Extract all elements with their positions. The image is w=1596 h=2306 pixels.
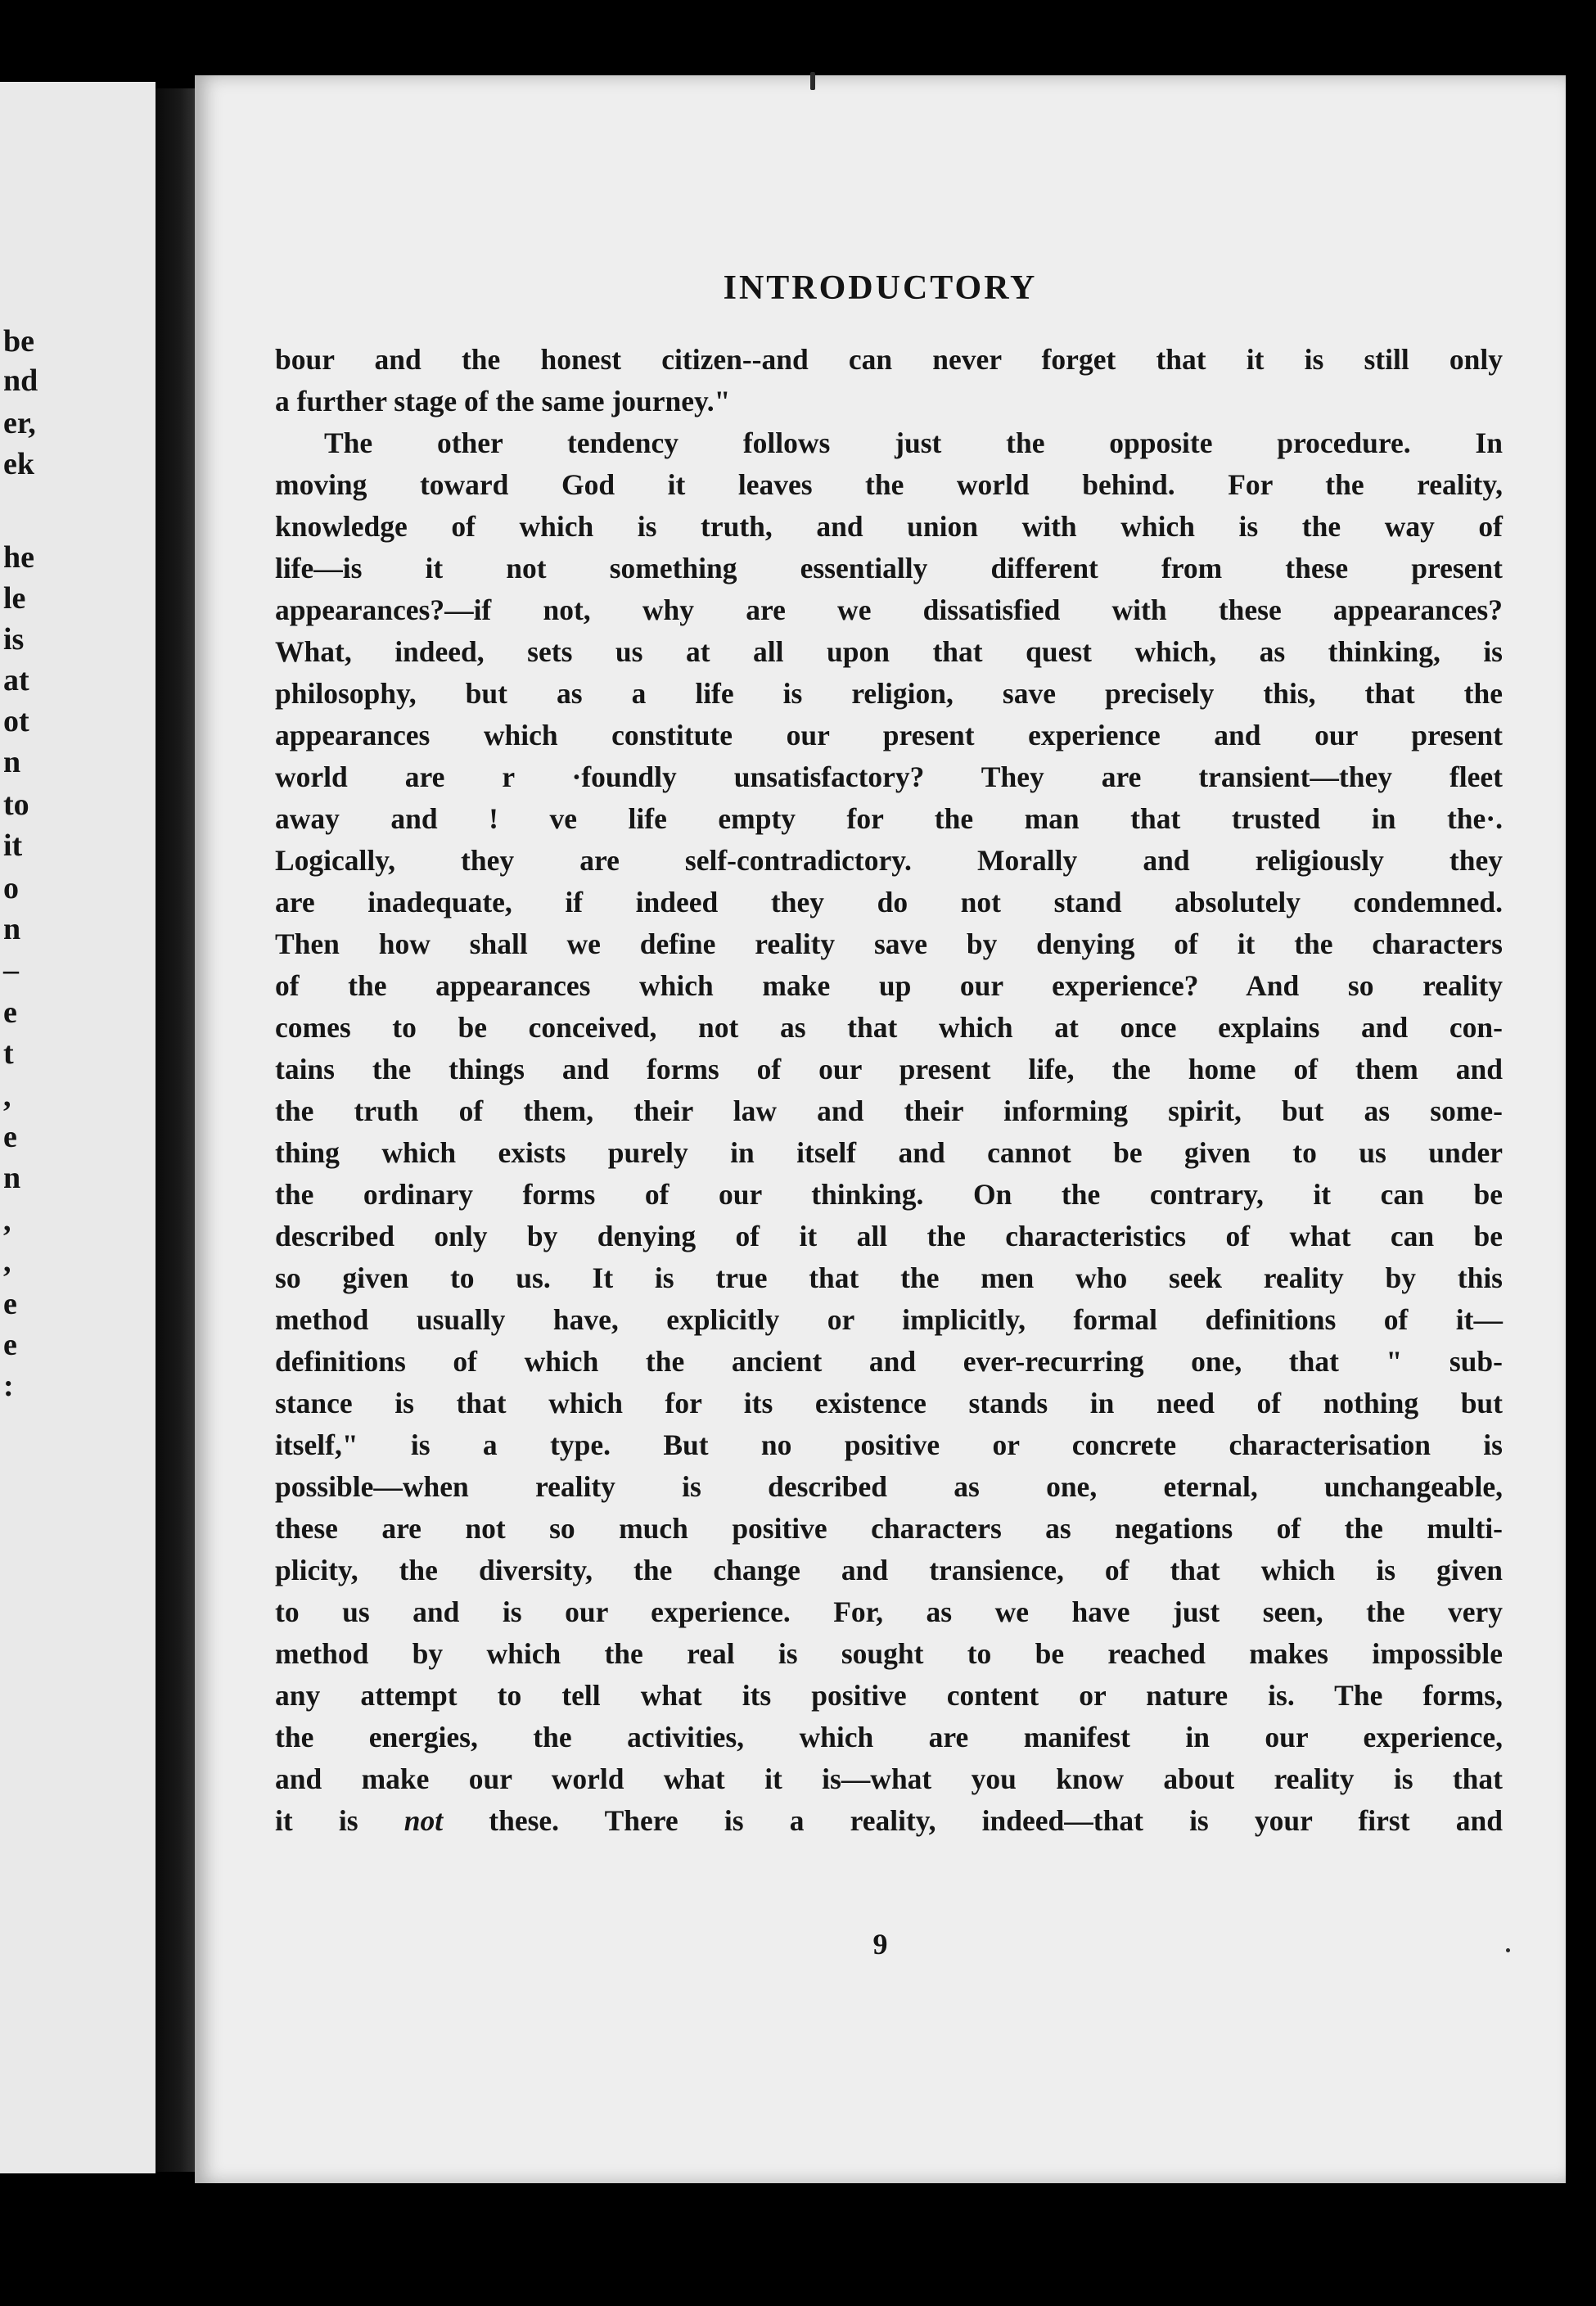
- body-text: [275, 339, 1503, 1842]
- text-line: tains the things and forms of our present life, the home of them and: [275, 1053, 1503, 1085]
- ink-speck: [1506, 1948, 1510, 1952]
- left-page-fragment: is: [3, 622, 25, 657]
- left-page-fragment: he: [3, 540, 34, 575]
- left-page-fragment: e: [3, 1328, 17, 1362]
- text-line: world are r ·foundly unsatisfactory? They are transient—they fleet: [275, 760, 1503, 793]
- text-line: plicity, the diversity, the change and transience, of that which is given: [275, 1554, 1503, 1586]
- text-line: bour and the honest citizen--and can never forget that it is still only: [275, 343, 1503, 376]
- text-line: of the appearances which make up our experience? And so reality: [275, 969, 1503, 1002]
- text-line: What, indeed, sets us at all upon that quest which, as thinking, is: [275, 635, 1503, 668]
- left-page-fragment: at: [3, 663, 29, 697]
- left-page-fragment: e: [3, 1120, 17, 1154]
- text-line: the ordinary forms of our thinking. On the contrary, it can be: [275, 1178, 1503, 1211]
- text-line: method usually have, explicitly or implicitly, formal definitions of it—: [275, 1303, 1503, 1336]
- left-page-fragment: to: [3, 787, 29, 822]
- left-page-fragment: e: [3, 995, 17, 1030]
- text-line: described only by denying of it all the characteristics of what can be: [275, 1220, 1503, 1252]
- left-page-fragment: ot: [3, 704, 29, 738]
- left-page-fragment: ,: [3, 1079, 11, 1113]
- left-page-fragment: be: [3, 324, 34, 359]
- left-page-fragment: :: [3, 1369, 14, 1403]
- text-line: Then how shall we define reality save by denying of it the characters: [275, 927, 1503, 960]
- page-number: 9: [872, 1928, 888, 1961]
- text-line: so given to us. It is true that the men who seek reality by this: [275, 1261, 1503, 1294]
- text-line: stance is that which for its existence stands in need of nothing but: [275, 1387, 1503, 1419]
- book-gutter: [156, 88, 201, 2172]
- left-page-fragment: o: [3, 871, 19, 905]
- left-page-fragment: –: [3, 953, 19, 987]
- text-line: thing which exists purely in itself and cannot be given to us under: [275, 1136, 1503, 1169]
- text-line: comes to be conceived, not as that which at once explains and con-: [275, 1011, 1503, 1044]
- left-page-fragment: ,: [3, 1244, 11, 1279]
- text-line: definitions of which the ancient and ever-recurring one, that " sub-: [275, 1345, 1503, 1378]
- text-line: knowledge of which is truth, and union with which is the way of: [275, 510, 1503, 543]
- text-line: Logically, they are self-contradictory. Morally and religiously they: [275, 844, 1503, 877]
- left-facing-page: [0, 82, 156, 2173]
- text-line: any attempt to tell what its positive content or nature is. The forms,: [275, 1679, 1503, 1712]
- text-line: the energies, the activities, which are manifest in our experience,: [275, 1721, 1503, 1753]
- text-line: appearances which constitute our present experience and our present: [275, 719, 1503, 751]
- text-line: appearances?—if not, why are we dissatisfied with these appearances?: [275, 593, 1503, 626]
- text-line: life—is it not something essentially different from these present: [275, 552, 1503, 584]
- left-page-fragment: nd: [3, 363, 38, 398]
- text-line: are inadequate, if indeed they do not stand absolutely condemned.: [275, 886, 1503, 918]
- left-page-fragment: n: [3, 912, 21, 946]
- text-line: moving toward God it leaves the world behind. For the reality,: [275, 468, 1503, 501]
- text-line: these are not so much positive characters as negations of the multi-: [275, 1512, 1503, 1545]
- left-page-fragment: n: [3, 1161, 21, 1195]
- text-line: it is not these. There is a reality, indeed—that is your first and: [275, 1804, 1503, 1837]
- text-line: to us and is our experience. For, as we have just seen, the very: [275, 1595, 1503, 1628]
- left-page-fragment: e: [3, 1287, 17, 1321]
- text-line: The other tendency follows just the opposite procedure. In: [324, 426, 1503, 459]
- left-page-fragment: er,: [3, 406, 36, 440]
- left-page-fragment: ek: [3, 447, 34, 481]
- left-page-fragment: le: [3, 581, 26, 616]
- ink-speck: [810, 72, 815, 90]
- text-line: away and ! ve life empty for the man that trusted in the·.: [275, 802, 1503, 835]
- text-line: the truth of them, their law and their informing spirit, but as some-: [275, 1094, 1503, 1127]
- text-line: philosophy, but as a life is religion, save precisely this, that the: [275, 677, 1503, 710]
- book-page: [195, 75, 1566, 2183]
- text-line: possible—when reality is described as one, eternal, unchangeable,: [275, 1470, 1503, 1503]
- left-page-fragment: ,: [3, 1203, 11, 1238]
- text-line: method by which the real is sought to be reached makes impossible: [275, 1637, 1503, 1670]
- left-page-fragment: it: [3, 828, 23, 863]
- text-line: a further stage of the same journey.": [275, 385, 731, 417]
- left-page-fragment: t: [3, 1036, 14, 1071]
- left-page-fragment: n: [3, 745, 21, 779]
- text-line: itself," is a type. But no positive or concrete characterisation is: [275, 1428, 1503, 1461]
- text-line: and make our world what it is—what you know about reality is that: [275, 1762, 1503, 1795]
- running-head: INTRODUCTORY: [723, 269, 1038, 307]
